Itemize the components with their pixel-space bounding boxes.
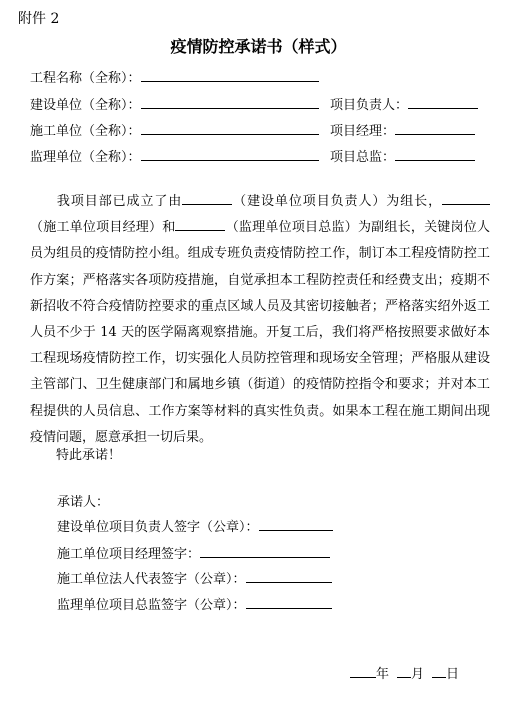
- body-text: （建设单位项目负责人）为组长，: [232, 194, 442, 209]
- sign-construction-leader: [57, 516, 333, 535]
- signature-line: [246, 570, 332, 583]
- fill-line: [141, 148, 319, 161]
- signature-label: 建设单位项目负责人签字（公章）：: [57, 520, 259, 535]
- day-blank: [432, 665, 446, 678]
- sign-builder-legal: [57, 568, 332, 587]
- date-month: 月: [411, 667, 425, 682]
- body-text: （监理单位项目总监）为副组长，关键岗位人员为组员的疫情防控小组。组成专班负责疫情防控工作，制订本工程疫情防控工作方案；严格落实各项防疫措施，自觉承担本工程防控责任和经费支出；疫期不新招收不符合疫情防控要求的重点区域人员及其密切接触者；严格落实绍外返工人员不少于 14 天的医学隔离观察措施。开复工后，我们将严格按照要求做好本工程现场疫情防控工作，切实强化人员防控管理和现场安全管理；严格服从建设主管部门、卫生健康部门和属地乡镇（街道）的疫情防控指令和要求；并对本工程提供的人员信息、工作方案等材料的真实性负责。如果本工程在施工期间出现疫情问题，愿意承担一切后果。: [30, 220, 490, 445]
- fill-line: [395, 122, 475, 135]
- signature-label: 监理单位项目总监签字（公章）：: [57, 598, 246, 613]
- field-builder-unit: [30, 120, 319, 139]
- body-text: 我项目部已成立了由: [56, 194, 183, 209]
- annex-label: 附件 2: [18, 11, 60, 27]
- commitment-paragraph: [30, 189, 490, 451]
- field-label: 建设单位（全称）：: [30, 98, 141, 113]
- signature-line: [200, 545, 330, 558]
- fill-line: [141, 96, 319, 109]
- field-label: 监理单位（全称）：: [30, 150, 141, 165]
- field-supervision-unit: [30, 146, 319, 165]
- sign-supervision-chief: [57, 594, 332, 613]
- field-label: 工程名称（全称）：: [30, 71, 141, 86]
- blank-line: [182, 192, 232, 205]
- field-project-manager: [330, 120, 475, 139]
- special-promise: 特此承诺！: [56, 448, 122, 463]
- field-construction-unit: [30, 94, 319, 113]
- fill-line: [408, 96, 478, 109]
- signature-line: [246, 596, 332, 609]
- fill-line: [395, 148, 475, 161]
- signature-label: 施工单位项目经理签字：: [57, 547, 201, 562]
- field-label: 项目负责人：: [330, 98, 409, 113]
- fill-line: [141, 69, 319, 82]
- blank-line: [442, 192, 490, 205]
- date-day: 日: [446, 667, 460, 682]
- field-label: 施工单位（全称）：: [30, 124, 141, 139]
- page-title: 疫情防控承诺书（样式）: [170, 37, 347, 56]
- month-blank: [397, 665, 411, 678]
- field-label: 项目经理：: [330, 124, 396, 139]
- fill-line: [141, 122, 319, 135]
- year-blank: [350, 665, 376, 678]
- date-year: 年: [376, 667, 390, 682]
- blank-line: [175, 218, 225, 231]
- signature-line: [259, 518, 333, 531]
- field-project-leader: [330, 94, 478, 113]
- sign-builder-manager: [57, 543, 330, 562]
- field-chief-supervisor: [330, 146, 475, 165]
- date-line: [350, 663, 459, 682]
- promisor-label: 承诺人：: [57, 495, 110, 510]
- field-project-name: [30, 67, 319, 86]
- field-label: 项目总监：: [330, 150, 396, 165]
- body-text: （施工单位项目经理）和: [30, 220, 176, 236]
- signature-label: 施工单位法人代表签字（公章）：: [57, 572, 246, 587]
